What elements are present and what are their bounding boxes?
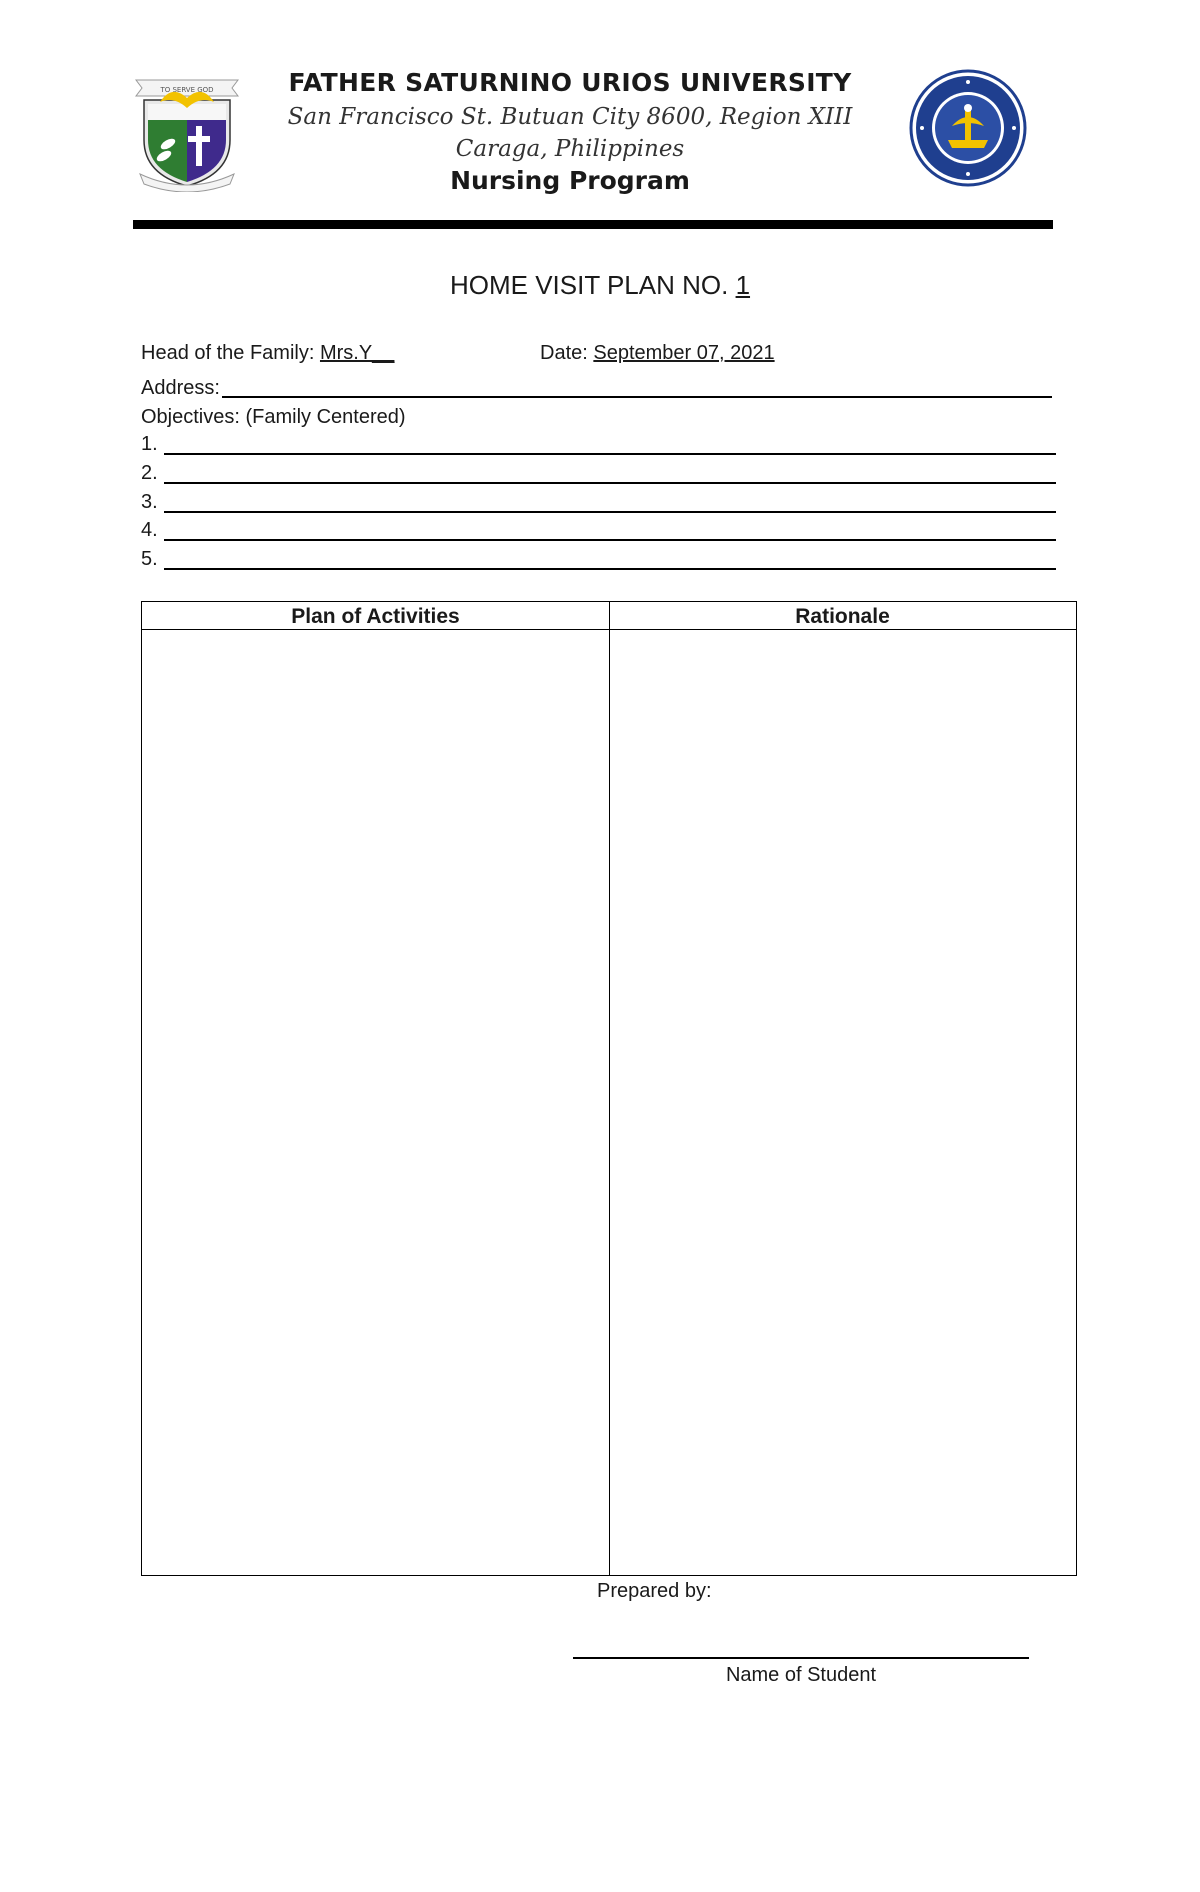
address-line-1: San Francisco St. Butuan City 8600, Region XIII (287, 104, 853, 130)
svg-text:TO SERVE GOD: TO SERVE GOD (160, 86, 214, 94)
date-field[interactable] (540, 342, 775, 365)
objective-number: 2. (141, 462, 158, 484)
objectives-label: Objectives: (Family Centered) (141, 406, 406, 428)
signature-line[interactable] (573, 1657, 1029, 1659)
program-name: Nursing Program (450, 166, 690, 195)
date-label: Date: (540, 342, 594, 364)
plan-number: 1 (735, 270, 751, 300)
university-crest-icon (132, 74, 242, 192)
head-of-family-label: Head of the Family: (141, 342, 320, 364)
university-name: FATHER SATURNINO URIOS UNIVERSITY (288, 68, 852, 97)
objective-line[interactable] (164, 511, 1056, 513)
objective-line[interactable] (164, 482, 1056, 484)
head-of-family-value: Mrs.Y__ (319, 342, 395, 364)
prepared-by-label: Prepared by: (597, 1580, 712, 1602)
plan-table (141, 601, 1077, 1576)
objective-line[interactable] (164, 568, 1056, 570)
header-rule (133, 220, 1053, 229)
nursing-program-seal-icon (908, 68, 1028, 188)
header-plan-of-activities: Plan of Activities (291, 605, 460, 628)
head-of-family-field[interactable] (141, 342, 394, 365)
objective-number: 1. (141, 433, 158, 455)
objective-line[interactable] (164, 539, 1056, 541)
address-label: Address: (141, 377, 220, 399)
rationale-cell[interactable] (611, 631, 1076, 1573)
signature-caption: Name of Student (725, 1664, 877, 1686)
table-header-rule (142, 629, 1076, 630)
date-value: September 07, 2021 (593, 342, 775, 364)
document-title (0, 270, 1200, 301)
title-prefix: HOME VISIT PLAN NO. (449, 270, 736, 300)
address-line[interactable] (222, 396, 1052, 398)
column-divider (609, 602, 610, 1575)
address-line-2: Caraga, Philippines (455, 136, 685, 162)
plan-of-activities-cell[interactable] (142, 631, 608, 1573)
objective-number: 3. (141, 491, 158, 513)
objective-line[interactable] (164, 453, 1056, 455)
objective-number: 5. (141, 548, 158, 570)
header-rationale: Rationale (795, 605, 890, 628)
objective-number: 4. (141, 519, 158, 541)
